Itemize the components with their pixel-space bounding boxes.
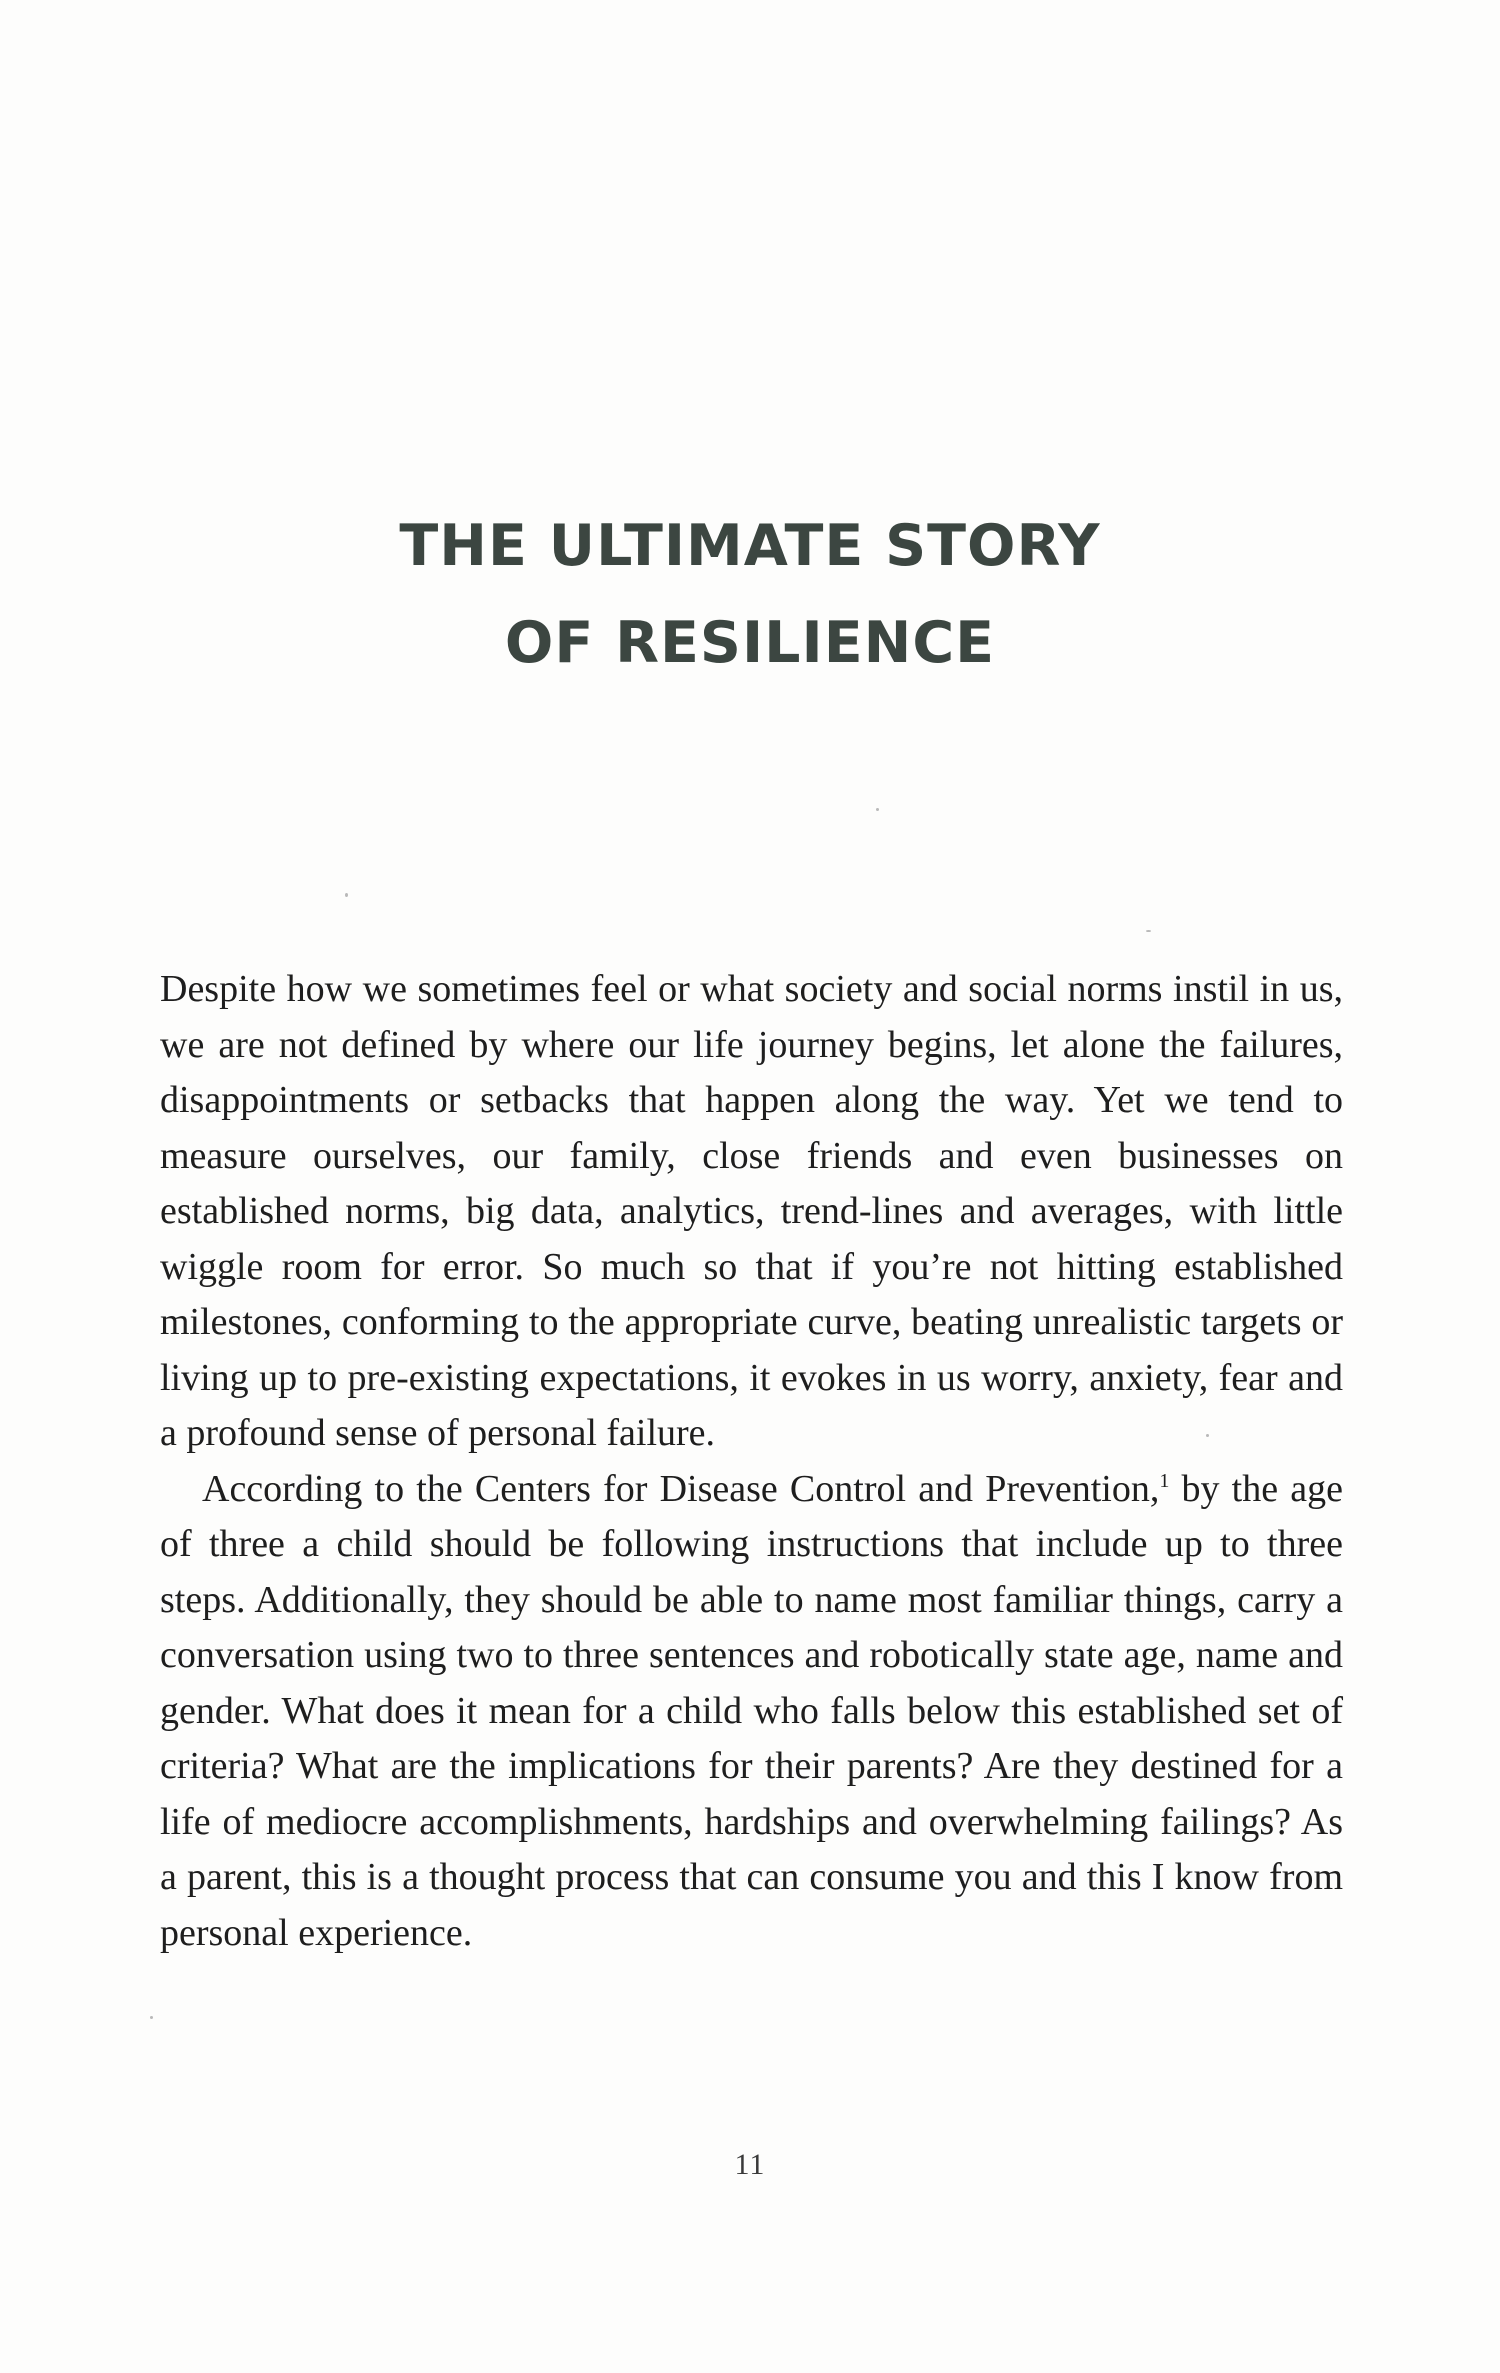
- scan-speck: [876, 808, 879, 811]
- scan-speck: [1146, 930, 1151, 932]
- scan-speck: [345, 893, 348, 897]
- paragraph-2: [160, 1462, 1343, 1962]
- footnote-marker: 1: [1159, 1469, 1170, 1492]
- chapter-title: [0, 498, 1500, 692]
- page-number: 11: [734, 2148, 766, 2181]
- paragraph-2-text-start: According to the Centers for Disease Control and Prevention,: [202, 1467, 1160, 1510]
- paragraph-2-text-end: by the age of three a child should be following instructions that include up to three steps. Additionally, they should be able to name most familiar things, carry a conversation using two to three sentences and robotically state age, name and gender. What does it mean for a child who falls below this established set of criteria? What are the implications for their parents? Are they destined for a life of mediocre accomplishments, hardships and overwhelming failings? As a parent, this is a thought process that can consume you and this I know from personal experience.: [160, 1467, 1344, 1954]
- scan-speck: [1206, 1434, 1209, 1437]
- scan-speck: [150, 2016, 153, 2019]
- paragraph-1: Despite how we sometimes feel or what society and social norms instil in us, we are not defined by where our life journey begins, let alone the failures, disappointments or setbacks that happen along the way. Yet we tend to measure ourselves, our family, close friends and even businesses on established norms, big data, analytics, trend-lines and averages, with little wiggle room for error. So much so that if you’re not hitting established milestones, conforming to the appropriate curve, beating unrealistic targets or living up to pre-existing expectations, it evokes in us worry, anxiety, fear and a profound sense of personal failure.: [160, 968, 1343, 1454]
- chapter-title-line-1: THE ULTIMATE STORY: [399, 513, 1101, 579]
- chapter-body: [160, 962, 1343, 1961]
- chapter-title-line-2: OF RESILIENCE: [504, 610, 996, 676]
